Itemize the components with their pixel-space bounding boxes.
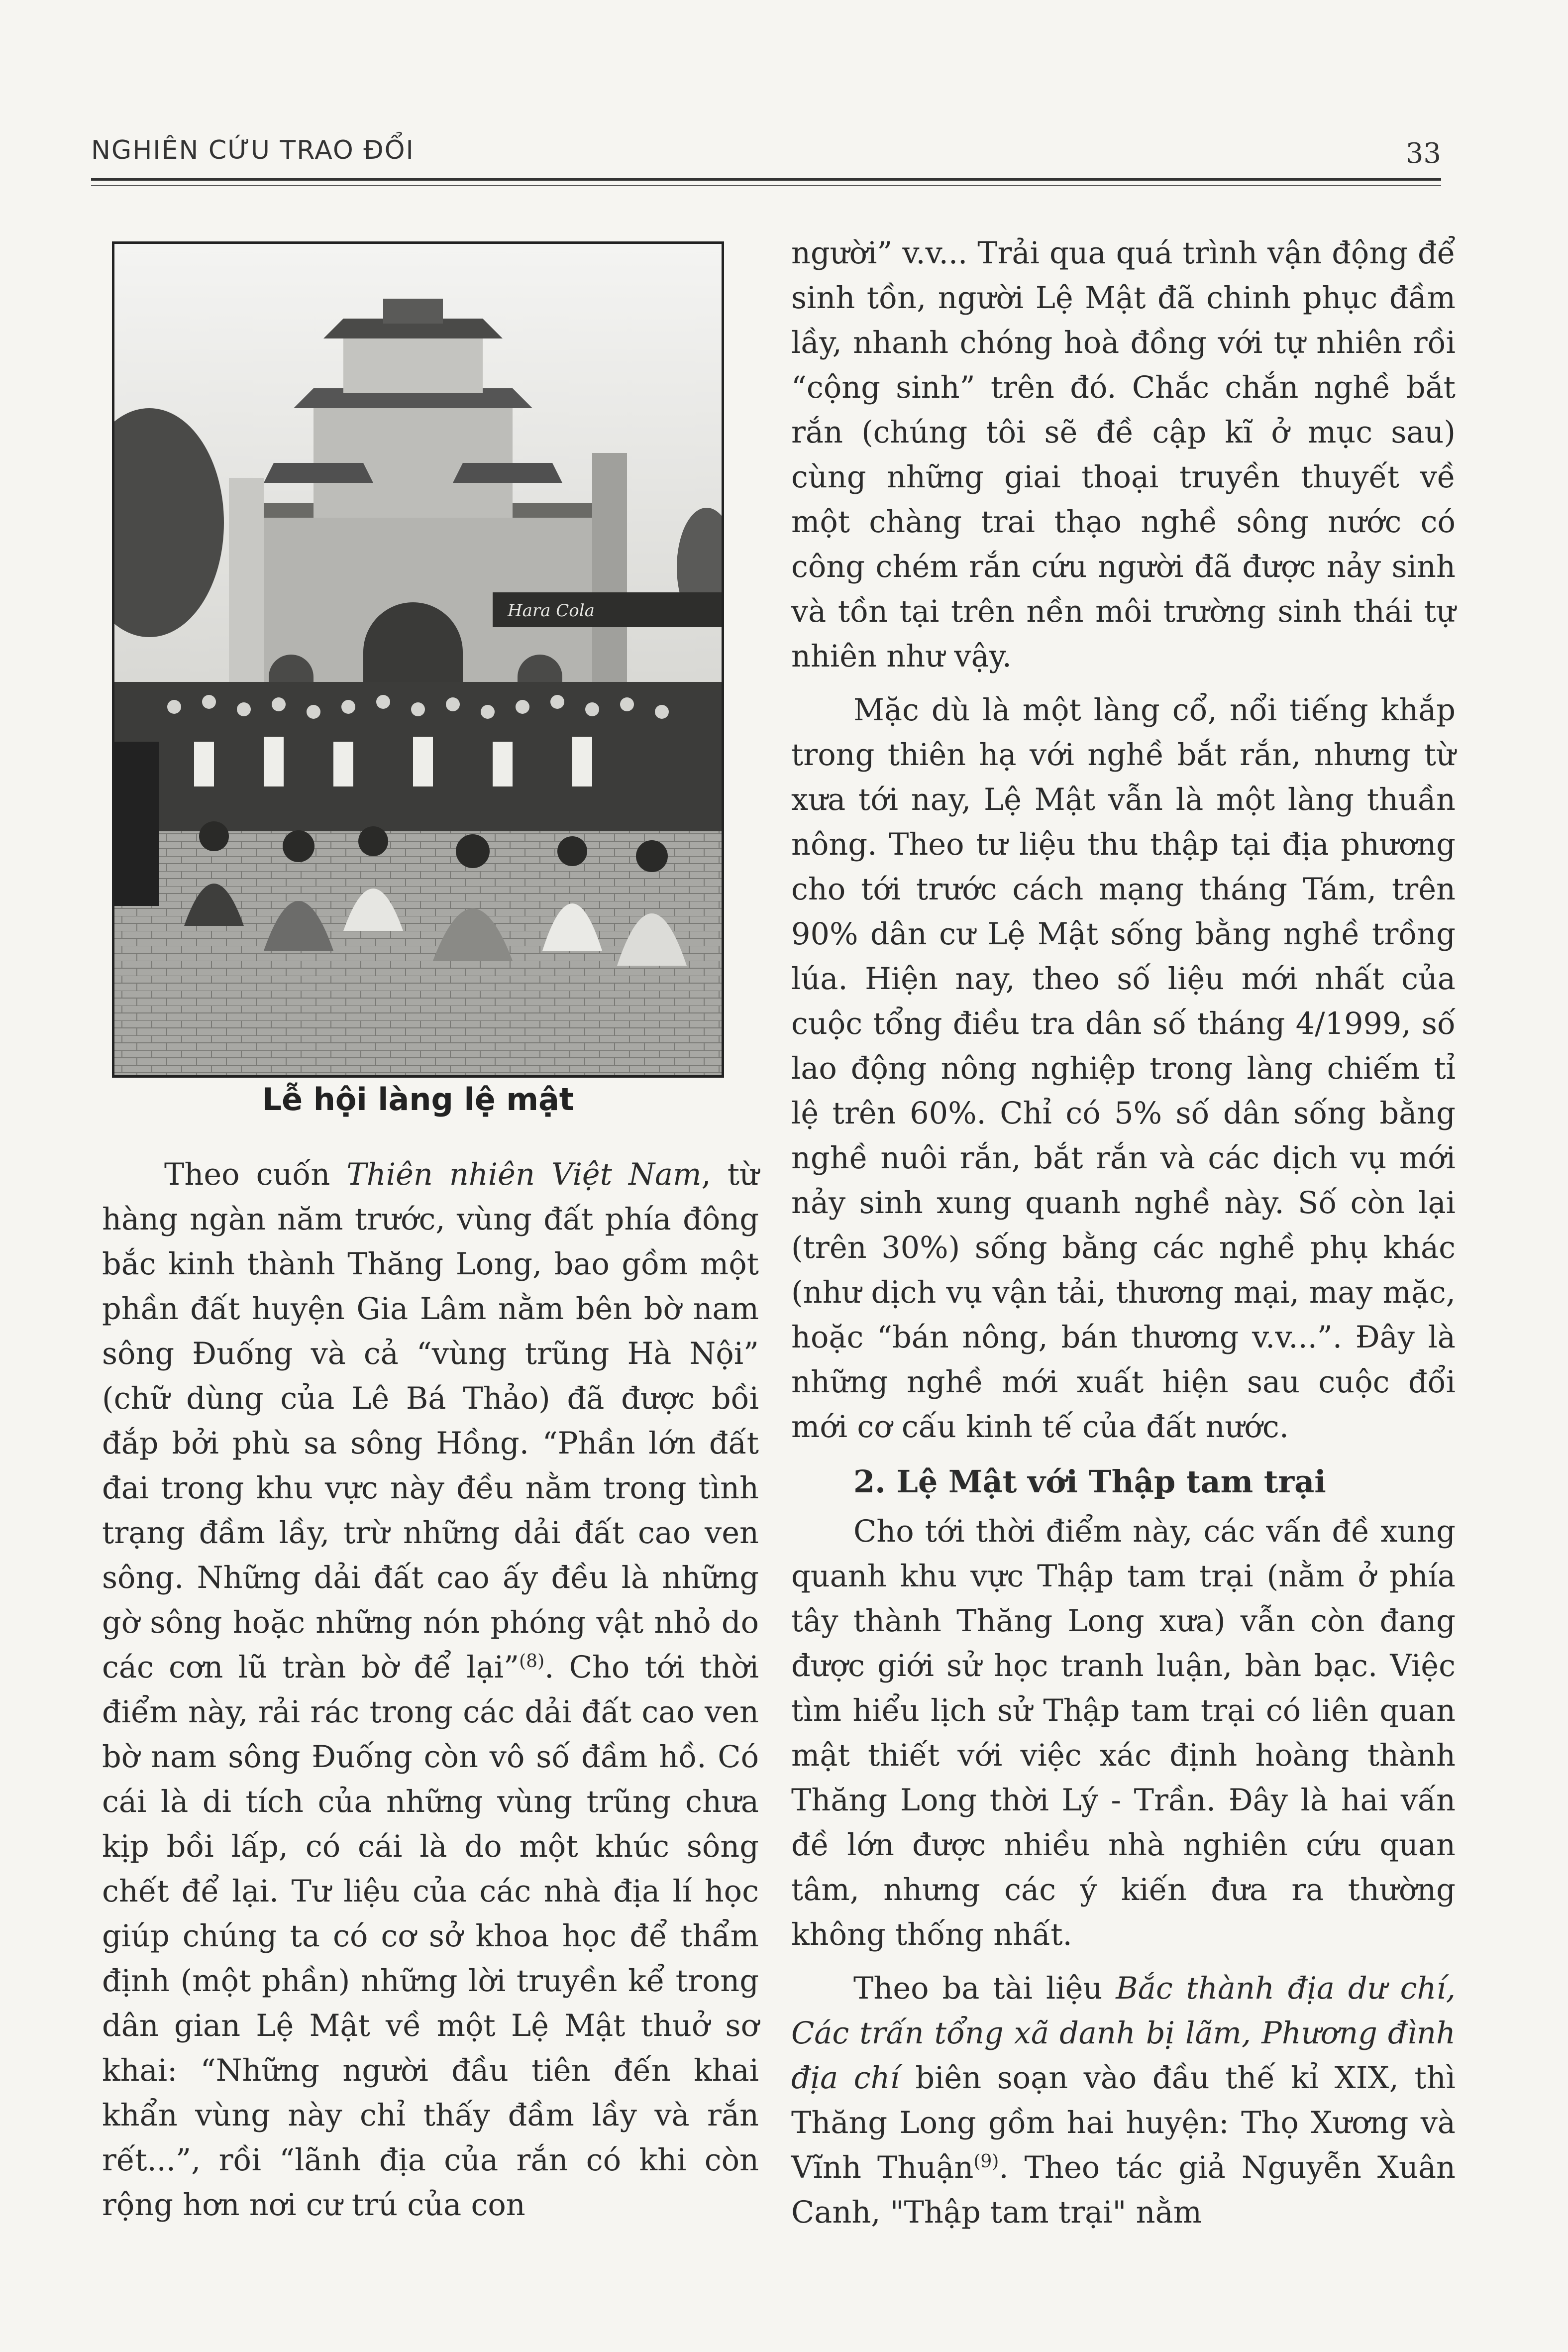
festival-photo-illustration <box>114 244 722 1075</box>
paragraph: Mặc dù là một làng cổ, nổi tiếng khắp trong thiên hạ với nghề bắt rắn, nhưng từ xưa tới nay, Lệ Mật vẫn là một làng thuần nông. Theo tư liệu thu thập tại địa phương cho tới trước cách mạng tháng Tám, trên 90% dân cư Lệ Mật sống bằng nghề trồng lúa. Hiện nay, theo số liệu mới nhất của cuộc tổng điều tra dân số tháng 4/1999, số lao động nông nghiệp trong làng chiếm tỉ lệ trên 60%. Chỉ có 5% số dân sống bằng nghề nuôi rắn, bắt rắn và các dịch vụ mới nảy sinh xung quanh nghề này. Số còn lại (trên 30%) sống bằng các nghề phụ khác (như dịch vụ vận tải, thương mại, may mặc, hoặc “bán nông, bán thương v.v...”. Đây là những nghề mới xuất hiện sau cuộc đổi mới cơ cấu kinh tế của đất nước. <box>791 693 1456 1445</box>
footnote-ref: (9) <box>973 2151 999 2172</box>
paragraph <box>102 1152 759 2228</box>
figure-caption: Lễ hội làng lệ mật <box>262 1081 574 1118</box>
header-rule-thin <box>91 185 1441 186</box>
text-run: , từ hàng ngàn năm trước, vùng đất phía đông bắc kinh thành Thăng Long, bao gồm một phần đất huyện Gia Lâm nằm bên bờ nam sông Đuống và cả “vùng trũng Hà Nội” (chữ dùng của Lê Bá Thảo) đã được bồi đắp bởi phù sa sông Hồng. “Phần lớn đất đai trong khu vực này đều nằm trong tình trạng đầm lầy, trừ những dải đất cao ven sông. Những dải đất cao ấy đều là những gờ sông hoặc những nón phóng vật nhỏ do các cơn lũ tràn bờ để lại” <box>102 1157 759 1685</box>
book-titles: Bắc thành địa dư chí, Các trấn tổng xã danh bị lãm, Phương đình địa chí <box>791 1971 1456 2096</box>
festival-photo <box>112 241 724 1078</box>
right-column <box>791 231 1456 2235</box>
paragraph: người” v.v... Trải qua quá trình vận động để sinh tồn, người Lệ Mật đã chinh phục đầm lầy, nhanh chóng hoà đồng với tự nhiên rồi “cộng sinh” trên đó. Chắc chắn nghề bắt rắn (chúng tôi sẽ đề cập kĩ ở mục sau) cùng những giai thoại truyền thuyết về một chàng trai thạo nghề sông nước có công chém rắn cứu người đã được nảy sinh và tồn tại trên nền môi trường sinh thái tự nhiên như vậy. <box>791 236 1456 674</box>
book-title: Thiên nhiên Việt Nam <box>346 1157 702 1192</box>
text-run: Theo ba tài liệu <box>853 1971 1116 2006</box>
paragraph: Cho tới thời điểm này, các vấn đề xung quanh khu vực Thập tam trại (nằm ở phía tây thành Thăng Long xưa) vẫn còn đang được giới sử học tranh luận, bàn bạc. Việc tìm hiểu lịch sử Thập tam trại có liên quan mật thiết với việc xác định hoàng thành Thăng Long thời Lý - Trần. Đây là hai vấn đề lớn được nhiều nhà nghiên cứu quan tâm, nhưng các ý kiến đưa ra thường không thống nhất. <box>791 1514 1456 1952</box>
sign-text: Hara Cola <box>508 601 595 621</box>
text-run: . Theo tác giả Nguyễn Xuân Canh, "Thập tam trại" nằm <box>791 2150 1456 2230</box>
left-column <box>102 1152 759 2228</box>
text-run: Theo cuốn <box>164 1157 347 1192</box>
paragraph <box>791 1966 1456 2235</box>
text-run: . Cho tới thời điểm này, rải rác trong các dải đất cao ven bờ nam sông Đuống còn vô số đầm hồ. Có cái là di tích của những vùng trũng chưa kịp bồi lấp, có cái là do một khúc sông chết để lại. Tư liệu của các nhà địa lí học giúp chúng ta có cơ sở khoa học để thẩm định (một phần) những lời truyền kể trong dân gian Lệ Mật về một Lệ Mật thuở sơ khai: “Những người đầu tiên đến khai khẩn vùng này chỉ thấy đầm lầy và rắn rết...”, rồi “lãnh địa của rắn có khi còn rộng hơn nơi cư trú của con <box>102 1650 759 2223</box>
section-title: NGHIÊN CỨU TRAO ĐỔI <box>91 135 415 165</box>
header-rule-thick <box>91 178 1441 181</box>
running-header <box>91 130 1441 185</box>
page-number: 33 <box>1405 137 1441 170</box>
footnote-ref: (8) <box>519 1651 545 1672</box>
section-heading: 2. Lệ Mật với Thập tam trại <box>853 1463 1326 1500</box>
text-run: biên soạn vào đầu thế kỉ XIX, thì Thăng Long gồm hai huyện: Thọ Xương và Vĩnh Thuận <box>791 2061 1456 2185</box>
